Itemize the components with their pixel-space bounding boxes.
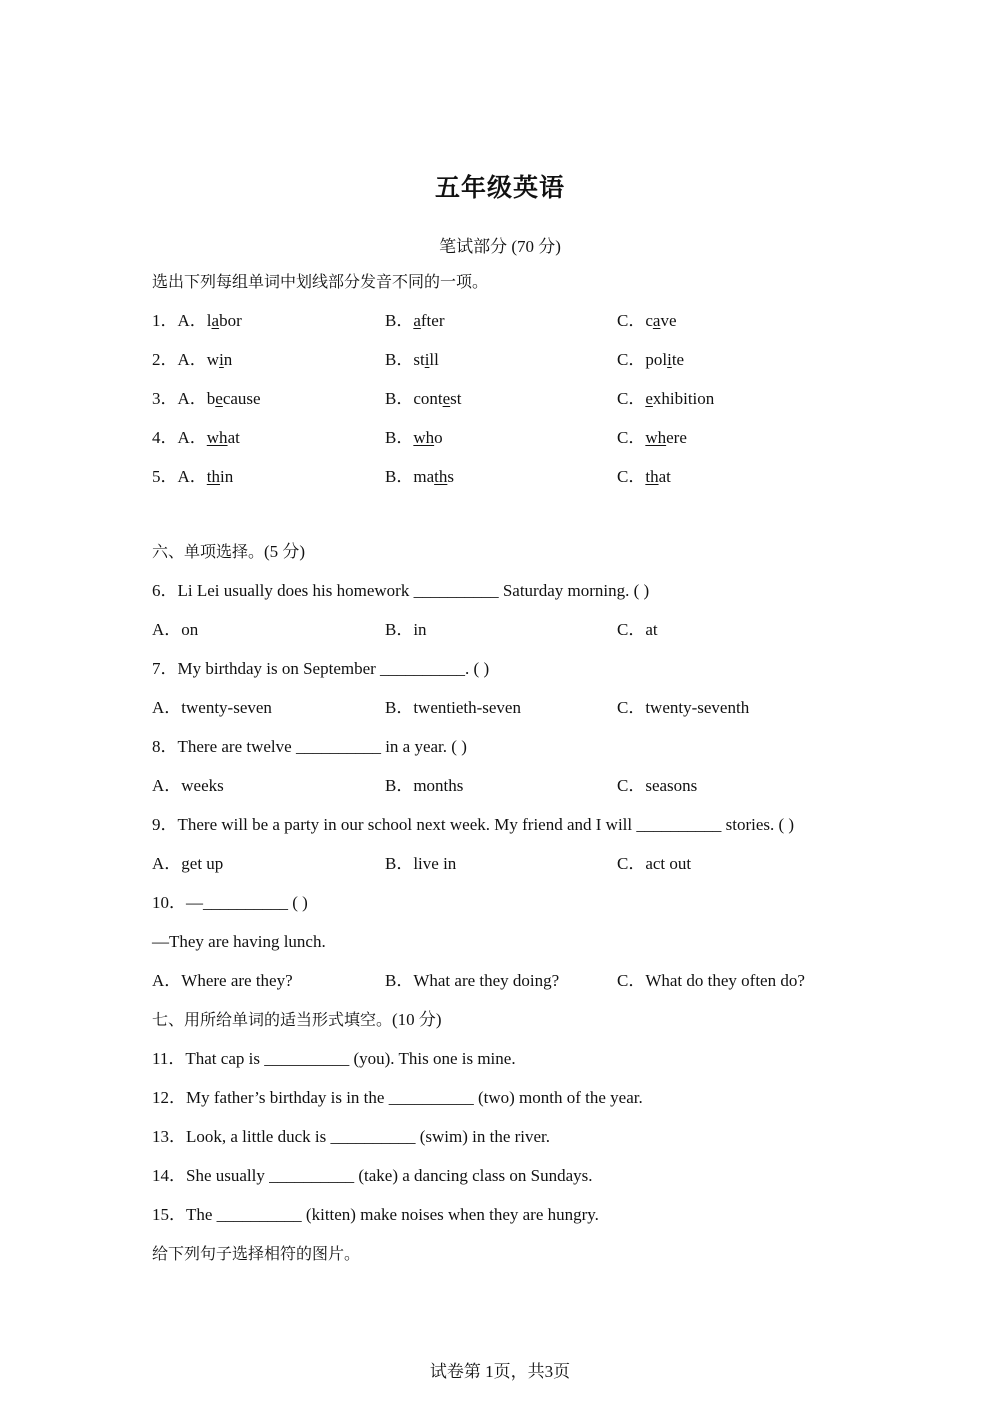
section-fill-heading-text: 七、用所给单词的适当形式填空。 bbox=[152, 1010, 393, 1029]
question-9: 9．There will be a party in our school next week. My friend and I will __________ stories. ( ) bbox=[152, 815, 795, 834]
phonics-q2-option-a bbox=[152, 349, 232, 371]
section-choice-heading-text: 六、单项选择。 bbox=[152, 542, 265, 561]
word-pre: cont bbox=[413, 389, 443, 408]
word-pre: pol bbox=[645, 350, 668, 369]
word-underlined: wh bbox=[645, 428, 667, 447]
option-label: B． bbox=[385, 311, 414, 330]
question-6: 6．Li Lei usually does his homework __________ Saturday morning. ( ) bbox=[152, 581, 650, 600]
word-post: xhibition bbox=[652, 389, 715, 408]
section-phonics-instruction: 选出下列每组单词中划线部分发音不同的一项。 bbox=[152, 272, 489, 291]
word-underlined: th bbox=[206, 467, 221, 486]
word-underlined: wh bbox=[206, 428, 228, 447]
question-9-option-b: B．live in bbox=[385, 854, 457, 873]
word-underlined: a bbox=[652, 311, 661, 330]
word-pre: w bbox=[206, 350, 220, 369]
phonics-q3-option-a bbox=[152, 388, 261, 410]
phonics-q4-option-a bbox=[152, 427, 240, 449]
option-label: 5．A． bbox=[152, 467, 207, 486]
question-10-option-c: C．What do they often do? bbox=[617, 971, 805, 990]
question-8: 8．There are twelve __________ in a year. ( ) bbox=[152, 737, 467, 756]
section-choice-heading bbox=[152, 541, 305, 563]
question-10: 10．—__________ ( ) bbox=[152, 893, 308, 912]
question-6-option-c: C．at bbox=[617, 620, 658, 639]
question-6-option-a: A．on bbox=[152, 620, 199, 639]
question-7-option-c: C．twenty-seventh bbox=[617, 698, 750, 717]
word-post: ve bbox=[660, 311, 677, 330]
option-label: C． bbox=[617, 311, 646, 330]
page-subtitle: 笔试部分 (70 分) bbox=[439, 237, 561, 256]
question-10-option-b: B．What are they doing? bbox=[385, 971, 560, 990]
word-post: ll bbox=[429, 350, 439, 369]
word-post: o bbox=[434, 428, 443, 447]
word-post: n bbox=[223, 350, 233, 369]
option-label: 1．A． bbox=[152, 311, 207, 330]
word-post: bor bbox=[219, 311, 242, 330]
word-underlined: a bbox=[211, 311, 220, 330]
option-label: 4．A． bbox=[152, 428, 207, 447]
word-pre: l bbox=[206, 311, 212, 330]
word-pre: b bbox=[206, 389, 216, 408]
question-8-option-c: C．seasons bbox=[617, 776, 698, 795]
question-7: 7．My birthday is on September __________. ( ) bbox=[152, 659, 490, 678]
word-post: s bbox=[447, 467, 454, 486]
word-post: st bbox=[450, 389, 462, 408]
option-label: C． bbox=[617, 428, 646, 447]
phonics-q1-option-b bbox=[385, 310, 444, 332]
question-8-option-a: A．weeks bbox=[152, 776, 224, 795]
word-post: at bbox=[658, 467, 671, 486]
question-9-option-c: C．act out bbox=[617, 854, 692, 873]
option-label: 2．A． bbox=[152, 350, 207, 369]
page-title: 五年级英语 bbox=[434, 173, 565, 202]
word-underlined: th bbox=[434, 467, 448, 486]
question-11: 11．That cap is __________ (you). This one is mine. bbox=[152, 1049, 516, 1068]
word-underlined: e bbox=[215, 389, 223, 408]
word-underlined: i bbox=[424, 350, 430, 369]
question-12: 12．My father’s birthday is in the __________ (two) month of the year. bbox=[152, 1088, 643, 1107]
phonics-q1-option-c bbox=[617, 310, 676, 332]
question-13: 13．Look, a little duck is __________ (swim) in the river. bbox=[152, 1127, 551, 1146]
question-10-option-a: A．Where are they? bbox=[152, 971, 293, 990]
phonics-q3-option-b bbox=[385, 388, 462, 410]
option-label: C． bbox=[617, 350, 646, 369]
word-underlined: i bbox=[667, 350, 672, 369]
phonics-q5-option-a bbox=[152, 466, 233, 488]
word-post: fter bbox=[420, 311, 445, 330]
phonics-q4-option-c bbox=[617, 427, 687, 449]
option-label: B． bbox=[385, 467, 414, 486]
word-post: ere bbox=[666, 428, 687, 447]
option-label: B． bbox=[385, 389, 414, 408]
option-label: B． bbox=[385, 350, 414, 369]
question-9-option-a: A．get up bbox=[152, 854, 224, 873]
word-underlined: a bbox=[413, 311, 421, 330]
phonics-q2-option-b bbox=[385, 349, 439, 371]
page-footer: 试卷第 1页，共3页 bbox=[429, 1362, 571, 1381]
section-choice-score: (5 分) bbox=[264, 542, 306, 561]
question-7-option-a: A．twenty-seven bbox=[152, 698, 272, 717]
word-pre: ma bbox=[413, 467, 435, 486]
word-underlined: i bbox=[219, 350, 224, 369]
question-8-option-b: B．months bbox=[385, 776, 464, 795]
section-fill-score: (10 分) bbox=[392, 1010, 442, 1029]
word-underlined: wh bbox=[413, 428, 435, 447]
word-post: in bbox=[220, 467, 234, 486]
word-underlined: e bbox=[442, 389, 451, 408]
question-7-option-b: B．twentieth-seven bbox=[385, 698, 521, 717]
phonics-q5-option-b bbox=[385, 466, 454, 488]
word-post: at bbox=[227, 428, 240, 447]
phonics-q2-option-c bbox=[617, 349, 684, 371]
word-pre: st bbox=[413, 350, 425, 369]
section-fill-heading bbox=[152, 1009, 442, 1031]
option-label: C． bbox=[617, 467, 646, 486]
word-underlined: e bbox=[645, 389, 653, 408]
word-post: te bbox=[671, 350, 685, 369]
question-15: 15．The __________ (kitten) make noises when they are hungry. bbox=[152, 1205, 599, 1224]
option-label: C． bbox=[617, 389, 646, 408]
section-picture-instruction: 给下列句子选择相符的图片。 bbox=[152, 1244, 361, 1263]
word-post: cause bbox=[222, 389, 261, 408]
phonics-q3-option-c bbox=[617, 388, 714, 410]
question-10-reply: —They are having lunch. bbox=[152, 932, 326, 951]
question-6-option-b: B．in bbox=[385, 620, 427, 639]
phonics-q4-option-b bbox=[385, 427, 443, 449]
word-pre: c bbox=[645, 311, 653, 330]
question-14: 14．She usually __________ (take) a dancing class on Sundays. bbox=[152, 1166, 593, 1185]
phonics-q5-option-c bbox=[617, 466, 671, 488]
phonics-q1-option-a bbox=[152, 310, 242, 332]
option-label: 3．A． bbox=[152, 389, 207, 408]
option-label: B． bbox=[385, 428, 414, 447]
word-underlined: th bbox=[645, 467, 659, 486]
